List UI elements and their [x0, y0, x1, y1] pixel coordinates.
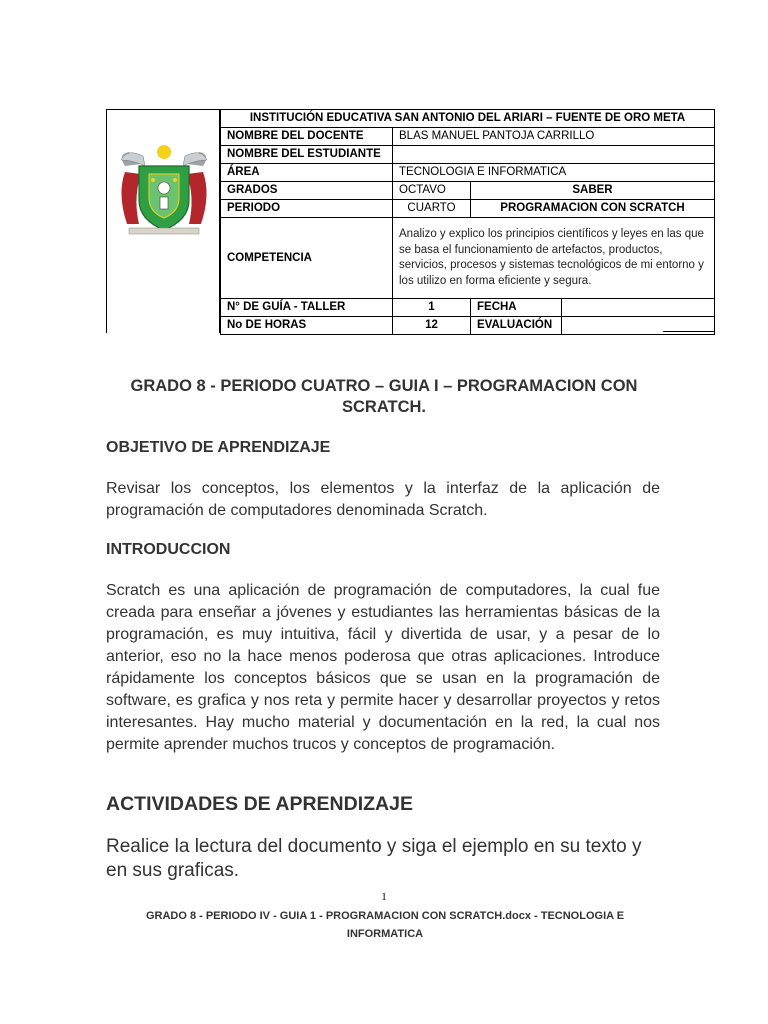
horas-value: 12 — [393, 317, 471, 335]
actividades-heading: ACTIVIDADES DE APRENDIZAJE — [106, 793, 413, 815]
school-emblem-icon — [115, 144, 213, 238]
objetivo-text: Revisar los conceptos, los elementos y la interfaz de la aplicación de programación de computadores denominada Scratch. — [106, 480, 660, 519]
competencia-value: Analizo y explico los principios científicos y leyes en las que se basa el funcionamiento de artefactos, productos, servicios, procesos y sistemas tecnológicos de mi entorno y los utilizo en forma eficiente y segura. — [393, 218, 715, 299]
grados-value: OCTAVO — [393, 182, 471, 200]
page-number: 1 — [381, 891, 387, 903]
grados-label: GRADOS — [221, 182, 393, 200]
docente-value: BLAS MANUEL PANTOJA CARRILLO — [393, 128, 715, 146]
competencia-label: COMPETENCIA — [221, 218, 393, 299]
guia-label: N° DE GUÍA - TALLER — [221, 299, 393, 317]
grados-extra: SABER — [471, 182, 715, 200]
info-table — [220, 109, 715, 335]
estudiante-field[interactable] — [393, 146, 715, 164]
logo-cell — [106, 109, 220, 333]
page-title: GRADO 8 - PERIODO CUATRO – GUIA I – PROGRAMACION CON SCRATCH. — [130, 377, 638, 416]
area-label: ÁREA — [221, 164, 393, 182]
introduccion-heading: INTRODUCCION — [106, 541, 231, 558]
evaluacion-label: EVALUACIÓN — [471, 317, 562, 335]
periodo-label: PERIODO — [221, 200, 393, 218]
institution-name: INSTITUCIÓN EDUCATIVA SAN ANTONIO DEL ARIARI – FUENTE DE ORO META — [221, 110, 715, 128]
horas-label: No DE HORAS — [221, 317, 393, 335]
periodo-value: CUARTO — [393, 200, 471, 218]
objetivo-heading: OBJETIVO DE APRENDIZAJE — [106, 439, 331, 456]
guia-value: 1 — [393, 299, 471, 317]
fecha-label: FECHA — [471, 299, 562, 317]
table-tail-line — [663, 331, 714, 332]
header-table — [106, 109, 714, 333]
fecha-field[interactable] — [562, 299, 715, 317]
periodo-extra: PROGRAMACION CON SCRATCH — [471, 200, 715, 218]
area-value: TECNOLOGIA E INFORMATICA — [393, 164, 715, 182]
docente-label: NOMBRE DEL DOCENTE — [221, 128, 393, 146]
estudiante-label: NOMBRE DEL ESTUDIANTE — [221, 146, 393, 164]
actividades-text: Realice la lectura del documento y siga el ejemplo en su texto y en sus graficas. — [106, 836, 642, 881]
introduccion-text: Scratch es una aplicación de programación de computadores, la cual fue creada para enseñar a jóvenes y estudiantes las herramientas básicas de la programación, es muy intuitiva, fácil y divertida de usar, y a pesar de lo anterior, eso no la hace menos poderosa que otras aplicaciones. Introduce rápidamente los conceptos básicos que se usan en la programación de software, es grafica y nos reta y permite hacer y desarrollar proyectos y retos interesantes. Hay mucho material y documentación en la red, la cual nos permite aprender muchos trucos y conceptos de programación. — [106, 582, 660, 753]
footer-text: GRADO 8 - PERIODO IV - GUIA 1 - PROGRAMACION CON SCRATCH.docx - TECNOLOGIA E INFORMATICA — [145, 910, 625, 940]
